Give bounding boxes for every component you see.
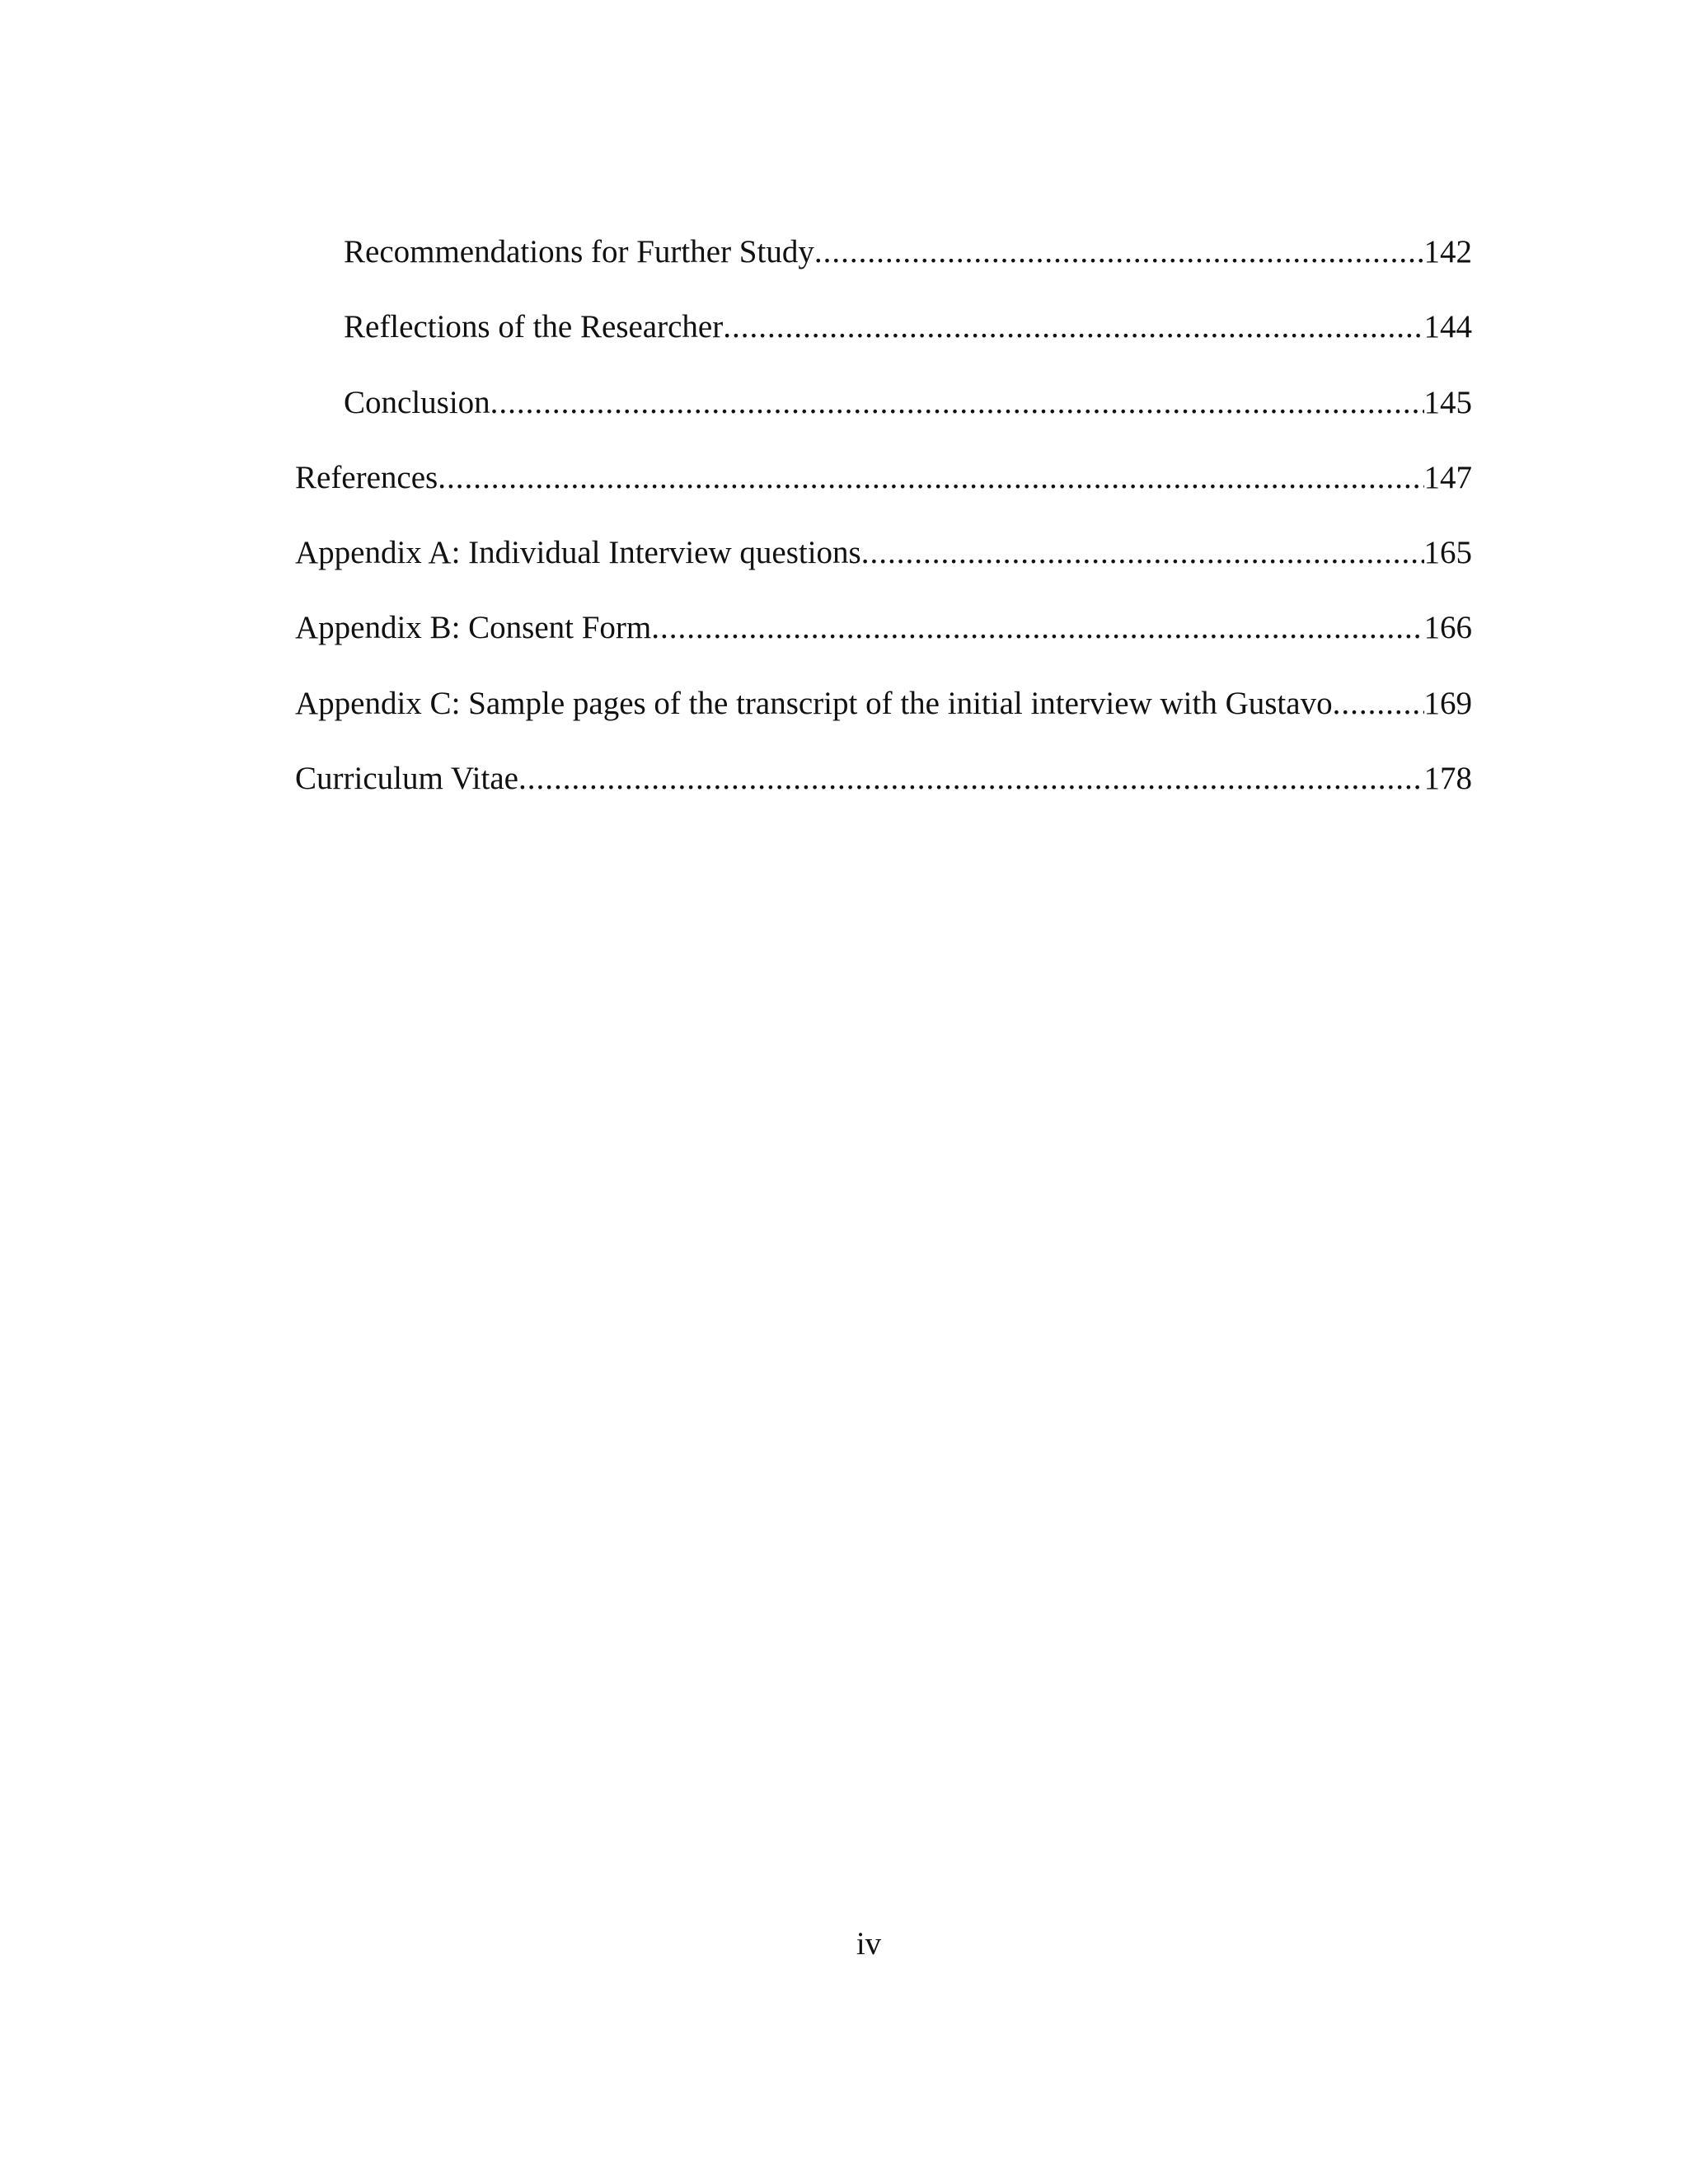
toc-entry-title: Curriculum Vitae	[295, 761, 518, 797]
toc-entry-title: Appendix C: Sample pages of the transcript of the initial interview with Gustavo	[295, 685, 1333, 721]
table-of-contents	[295, 232, 1472, 833]
dot-leader	[490, 382, 1424, 424]
toc-entry-curriculum-vitae[interactable]	[295, 758, 1472, 833]
toc-entry-page: 178	[1423, 761, 1472, 797]
dot-leader	[438, 457, 1423, 499]
dot-leader	[723, 307, 1423, 348]
toc-entry-page: 144	[1423, 309, 1472, 345]
toc-entry-page: 165	[1423, 535, 1472, 571]
toc-entry-page: 145	[1423, 384, 1472, 420]
toc-entry-appendix-a[interactable]	[295, 532, 1472, 607]
dot-leader	[1333, 683, 1424, 724]
toc-entry-appendix-c[interactable]	[295, 683, 1472, 758]
toc-entry-page: 169	[1423, 685, 1472, 721]
toc-entry-page: 166	[1423, 610, 1472, 646]
toc-entry-reflections[interactable]	[295, 307, 1472, 382]
toc-entry-title: Appendix B: Consent Form	[295, 610, 652, 646]
page-number: iv	[856, 1926, 882, 1961]
toc-entry-page: 147	[1423, 459, 1472, 495]
toc-entry-appendix-b[interactable]	[295, 607, 1472, 682]
dot-leader	[518, 758, 1424, 799]
toc-entry-title: Reflections of the Researcher	[344, 309, 724, 345]
toc-entry-page: 142	[1423, 234, 1472, 269]
dot-leader	[651, 607, 1423, 649]
toc-entry-title: Conclusion	[344, 384, 490, 420]
toc-entry-recommendations[interactable]	[295, 232, 1472, 307]
toc-entry-title: Appendix A: Individual Interview questions	[295, 535, 861, 571]
toc-entry-references[interactable]	[295, 457, 1472, 532]
toc-entry-conclusion[interactable]	[295, 382, 1472, 457]
dot-leader	[814, 232, 1424, 273]
dot-leader	[861, 532, 1424, 574]
toc-entry-title: Recommendations for Further Study	[344, 234, 814, 269]
toc-entry-title: References	[295, 459, 438, 495]
